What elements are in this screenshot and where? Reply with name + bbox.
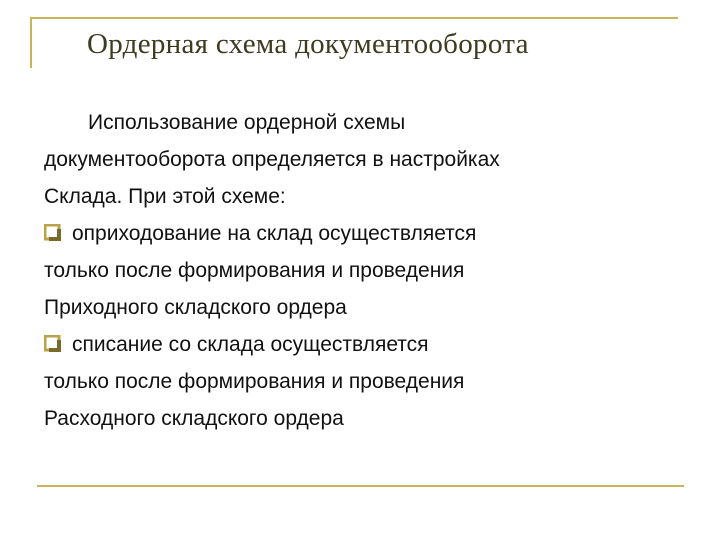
bullet-text-line: Приходного складского ордера: [44, 296, 347, 319]
paragraph-line: Использование ордерной схемы: [88, 111, 406, 134]
bullet-text: оприходование на склад осуществляется: [72, 222, 477, 245]
bullet-text-line: только после формирования и проведения: [44, 370, 465, 393]
bullet-text-line: Расходного складского ордера: [44, 407, 344, 430]
bullet-text: списание со склада осуществляется: [72, 333, 429, 356]
slide-body: [44, 104, 694, 437]
square-bullet-icon: [44, 224, 62, 242]
bullet-text-line: только после формирования и проведения: [44, 259, 465, 282]
frame-bottom-rule: [37, 485, 684, 487]
slide-title: Ордерная схема документооборота: [87, 28, 529, 60]
paragraph-line: документооборота определяется в настройках: [44, 148, 500, 171]
square-bullet-icon: [44, 335, 62, 353]
paragraph-line: Склада. При этой схеме:: [44, 185, 286, 208]
bullet-item-first-line: [44, 326, 694, 363]
bullet-item-first-line: [44, 215, 694, 252]
frame-top-rule: [30, 17, 678, 19]
